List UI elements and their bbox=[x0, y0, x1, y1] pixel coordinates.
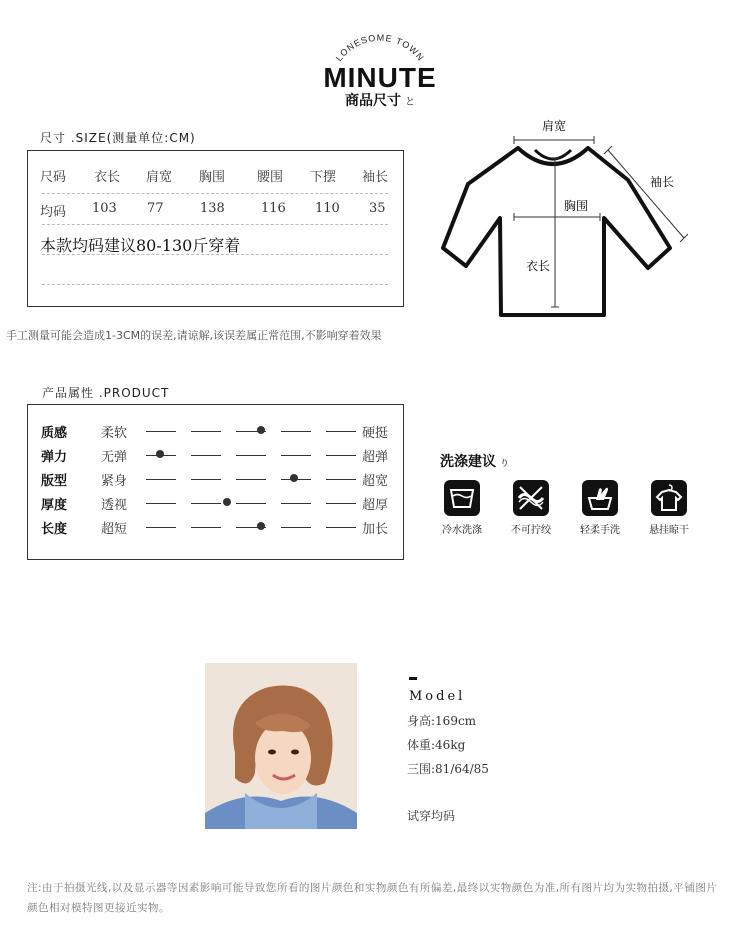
attribute-row bbox=[28, 422, 403, 446]
size-header-cell: 腰围 bbox=[257, 170, 284, 185]
scale-segment bbox=[191, 503, 221, 504]
label-length: 衣长 bbox=[525, 259, 551, 273]
scale-segment bbox=[146, 431, 176, 432]
product-heading: 产品属性 .PRODUCT bbox=[42, 386, 170, 400]
scale-indicator bbox=[156, 450, 164, 458]
brand-name: MINUTE bbox=[323, 62, 437, 93]
size-header-cell: 下摆 bbox=[310, 170, 337, 185]
size-value-cell: 138 bbox=[200, 201, 225, 216]
label-chest: 胸围 bbox=[563, 199, 589, 213]
attribute-name: 长度 bbox=[41, 522, 68, 537]
scale-segment bbox=[281, 455, 311, 456]
attribute-name: 厚度 bbox=[41, 498, 68, 513]
wash-label: 悬挂晾干 bbox=[649, 525, 689, 536]
scale-indicator bbox=[290, 474, 298, 482]
size-header-row bbox=[28, 166, 403, 186]
scale-segment bbox=[191, 431, 221, 432]
attribute-min-label: 透视 bbox=[101, 498, 128, 513]
model-size-tried: 试穿均码 bbox=[407, 809, 456, 823]
basin-water-icon bbox=[444, 480, 480, 516]
divider bbox=[42, 193, 388, 194]
attribute-max-label: 加长 bbox=[362, 522, 389, 537]
attribute-max-label: 硬挺 bbox=[362, 426, 389, 441]
size-value-cell: 77 bbox=[147, 201, 164, 216]
sweater-outline bbox=[443, 148, 670, 315]
no-wring-icon bbox=[513, 480, 549, 516]
size-heading: 尺寸 .SIZE(测量单位:CM) bbox=[40, 131, 196, 145]
scale-segment bbox=[191, 479, 221, 480]
scale-segment bbox=[236, 479, 266, 480]
scale-segment bbox=[146, 479, 176, 480]
attribute-max-label: 超宽 bbox=[362, 474, 389, 489]
brand-subtitle: 商品尺寸 と bbox=[345, 93, 415, 109]
size-value-cell: 116 bbox=[261, 201, 286, 216]
size-table bbox=[27, 150, 404, 307]
divider bbox=[42, 284, 388, 285]
scale-segment bbox=[326, 479, 356, 480]
attribute-row bbox=[28, 446, 403, 470]
wash-label: 不可拧绞 bbox=[511, 525, 551, 536]
scale-segment bbox=[281, 503, 311, 504]
label-shoulder: 肩宽 bbox=[541, 119, 567, 133]
scale-segment bbox=[326, 455, 356, 456]
model-height: 身高:169cm bbox=[407, 714, 477, 728]
scale-segment bbox=[191, 455, 221, 456]
scale-segment bbox=[281, 431, 311, 432]
size-recommendation: 本款均码建议80-130斤穿着 bbox=[40, 236, 241, 255]
attribute-max-label: 超弹 bbox=[362, 450, 389, 465]
size-header-cell: 尺码 bbox=[40, 170, 67, 185]
attribute-name: 弹力 bbox=[41, 450, 68, 465]
brand-logo bbox=[300, 34, 460, 114]
attribute-min-label: 柔软 bbox=[101, 426, 128, 441]
scale-segment bbox=[236, 503, 266, 504]
hand-wash-icon bbox=[582, 480, 618, 516]
model-photo bbox=[205, 663, 357, 829]
svg-text:LONESOME TOWN: LONESOME TOWN bbox=[333, 34, 427, 64]
attribute-name: 版型 bbox=[41, 474, 68, 489]
attribute-min-label: 紧身 bbox=[101, 474, 128, 489]
size-value-row bbox=[28, 201, 403, 221]
wash-label: 轻柔手洗 bbox=[580, 525, 620, 536]
scale-indicator bbox=[257, 426, 265, 434]
divider bbox=[42, 254, 388, 255]
label-sleeve: 袖长 bbox=[649, 175, 675, 189]
hanger-shirt-icon bbox=[651, 480, 687, 516]
size-value-cell: 均码 bbox=[40, 205, 67, 220]
scale-indicator bbox=[223, 498, 231, 506]
scale-segment bbox=[191, 527, 221, 528]
color-disclaimer: 注:由于拍摄光线,以及显示器等因素影响可能导致您所看的图片颜色和实物颜色有所偏差,最终以实物颜色为准,所有图片均为实物拍摄,平铺图片颜色相对模特图更接近实物。 bbox=[27, 882, 718, 914]
scale-segment bbox=[326, 527, 356, 528]
washing-title: 洗涤建议 り bbox=[440, 454, 510, 470]
scale-segment bbox=[146, 527, 176, 528]
model-accent-bar bbox=[409, 677, 417, 680]
measurement-disclaimer: 手工测量可能会造成1-3CM的误差,请谅解,该误差属正常范围,不影响穿着效果 bbox=[6, 329, 382, 342]
attribute-row bbox=[28, 470, 403, 494]
product-attributes-box bbox=[27, 404, 404, 560]
scale-indicator bbox=[257, 522, 265, 530]
garment-diagram bbox=[438, 110, 688, 325]
size-header-cell: 肩宽 bbox=[146, 170, 173, 185]
scale-segment bbox=[146, 503, 176, 504]
model-measurements: 三围:81/64/85 bbox=[407, 762, 489, 776]
size-value-cell: 35 bbox=[369, 201, 386, 216]
size-header-cell: 衣长 bbox=[94, 170, 121, 185]
attribute-row bbox=[28, 494, 403, 518]
wash-label: 冷水洗涤 bbox=[442, 525, 482, 536]
scale-segment bbox=[326, 503, 356, 504]
scale-segment bbox=[281, 527, 311, 528]
model-title: Model bbox=[409, 689, 466, 704]
model-weight: 体重:46kg bbox=[407, 738, 466, 752]
size-header-cell: 袖长 bbox=[362, 170, 389, 185]
scale-segment bbox=[326, 431, 356, 432]
attribute-name: 质感 bbox=[41, 426, 68, 441]
divider bbox=[42, 224, 388, 225]
attribute-min-label: 超短 bbox=[101, 522, 128, 537]
scale-segment bbox=[236, 455, 266, 456]
attribute-row bbox=[28, 518, 403, 542]
size-header-cell: 胸围 bbox=[199, 170, 226, 185]
size-value-cell: 103 bbox=[92, 201, 117, 216]
attribute-max-label: 超厚 bbox=[362, 498, 389, 513]
attribute-min-label: 无弹 bbox=[101, 450, 128, 465]
size-value-cell: 110 bbox=[315, 201, 340, 216]
